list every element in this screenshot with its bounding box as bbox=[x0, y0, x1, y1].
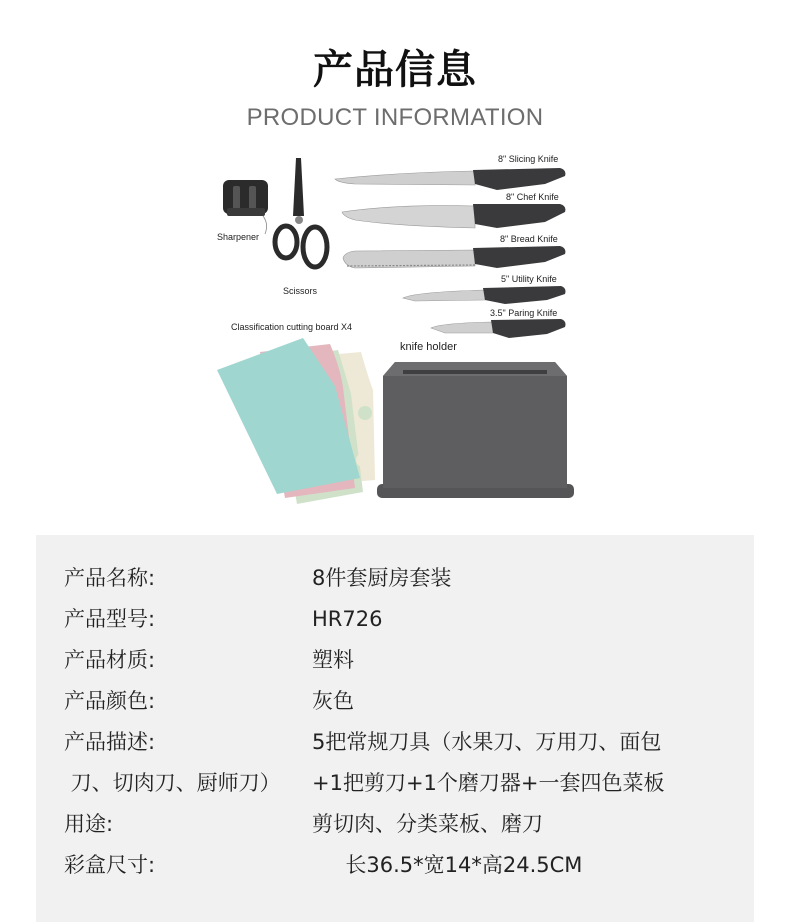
info-label: 刀、切肉刀、厨师刀） bbox=[64, 771, 281, 795]
paring-knife-label: 3.5" Paring Knife bbox=[490, 308, 558, 318]
info-label: 产品名称: bbox=[64, 566, 156, 590]
info-value: 剪切肉、分类菜板、磨刀 bbox=[312, 812, 543, 836]
product-info-panel bbox=[36, 535, 754, 922]
info-label: 产品颜色: bbox=[64, 689, 156, 713]
sharpener bbox=[217, 180, 268, 242]
info-value: HR726 bbox=[312, 607, 383, 631]
info-value: +1把剪刀+1个磨刀器+一套四色菜板 bbox=[312, 771, 665, 795]
cutting-board-label: Classification cutting board X4 bbox=[231, 322, 353, 332]
info-value: 8件套厨房套装 bbox=[312, 566, 452, 590]
bread-knife-label: 8" Bread Knife bbox=[500, 234, 558, 244]
bread-knife bbox=[343, 234, 565, 268]
product-image bbox=[205, 148, 585, 510]
scissors bbox=[275, 158, 327, 296]
chef-knife bbox=[342, 192, 565, 228]
info-value: 灰色 bbox=[312, 689, 354, 713]
slicing-knife-label: 8" Slicing Knife bbox=[498, 154, 559, 164]
info-value: 塑料 bbox=[312, 648, 354, 672]
info-label: 用途: bbox=[64, 812, 114, 836]
paring-knife bbox=[431, 308, 566, 338]
page-subtitle: PRODUCT INFORMATION bbox=[246, 104, 544, 131]
utility-knife-label: 5" Utility Knife bbox=[501, 274, 557, 284]
scissors-label: Scissors bbox=[283, 286, 318, 296]
slicing-knife bbox=[335, 154, 565, 190]
knife-holder bbox=[377, 341, 574, 498]
info-label: 产品型号: bbox=[64, 607, 156, 631]
info-value: 长36.5*宽14*高24.5CM bbox=[312, 853, 583, 877]
info-label: 产品描述: bbox=[64, 730, 156, 754]
info-value: 5把常规刀具（水果刀、万用刀、面包 bbox=[312, 730, 662, 754]
utility-knife bbox=[403, 274, 566, 304]
sharpener-label: Sharpener bbox=[217, 232, 260, 242]
page-title: 产品信息 bbox=[313, 47, 477, 93]
chef-knife-label: 8" Chef Knife bbox=[506, 192, 559, 202]
info-label: 彩盒尺寸: bbox=[64, 853, 156, 877]
info-label: 产品材质: bbox=[64, 648, 156, 672]
knife-holder-label: knife holder bbox=[400, 341, 457, 353]
cutting-boards bbox=[217, 322, 375, 504]
